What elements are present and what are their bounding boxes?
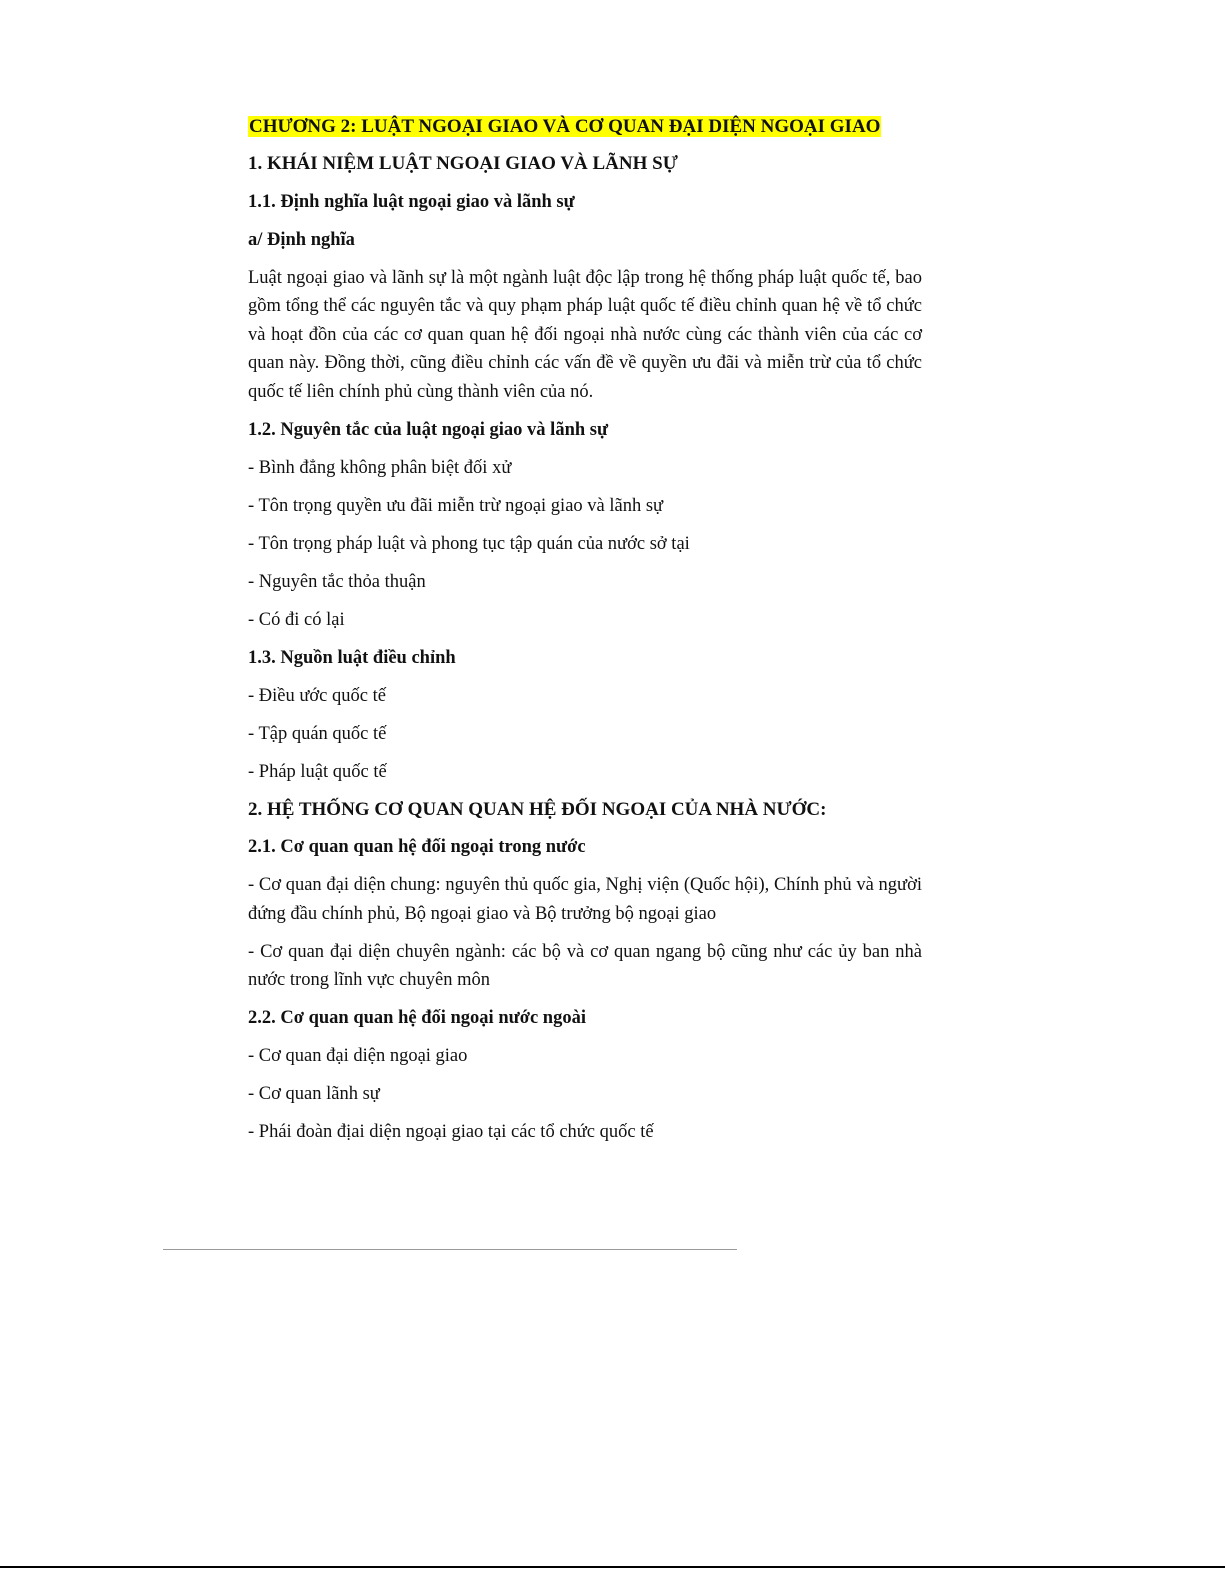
principle-item: - Tôn trọng pháp luật và phong tục tập quán của nước sở tại bbox=[248, 533, 690, 554]
chapter-title-text: CHƯƠNG 2: LUẬT NGOẠI GIAO VÀ CƠ QUAN ĐẠI DIỆN NGOẠI GIAO bbox=[249, 116, 881, 137]
document-page bbox=[248, 113, 922, 1156]
domestic-item: - Cơ quan đại diện chuyên ngành: các bộ và cơ quan ngang bộ cũng như các ủy ban nhà nước trong lĩnh vực chuyên môn bbox=[248, 941, 922, 990]
source-item: - Pháp luật quốc tế bbox=[248, 761, 387, 782]
section-1-1-heading: 1.1. Định nghĩa luật ngoại giao và lãnh sự bbox=[248, 191, 575, 212]
chapter-title bbox=[248, 113, 922, 141]
principle-item: - Có đi có lại bbox=[248, 609, 345, 630]
principle-item: - Tôn trọng quyền ưu đãi miễn trừ ngoại giao và lãnh sự bbox=[248, 495, 664, 516]
domestic-item: - Cơ quan đại diện chung: nguyên thủ quốc gia, Nghị viện (Quốc hội), Chính phủ và người đứng đầu chính phủ, Bộ ngoại giao và Bộ trưởng bộ ngoại giao bbox=[248, 875, 922, 924]
foreign-item: - Cơ quan lãnh sự bbox=[248, 1084, 380, 1104]
source-item: - Điều ước quốc tế bbox=[248, 685, 386, 706]
section-2-heading: 2. HỆ THỐNG CƠ QUAN QUAN HỆ ĐỐI NGOẠI CỦA NHÀ NƯỚC: bbox=[248, 798, 827, 820]
section-1-3-heading: 1.3. Nguồn luật điều chỉnh bbox=[248, 647, 456, 668]
foreign-item: - Phái đoàn địai diện ngoại giao tại các tổ chức quốc tế bbox=[248, 1122, 654, 1142]
section-2-1-heading: 2.1. Cơ quan quan hệ đối ngoại trong nước bbox=[248, 837, 586, 857]
foreign-item: - Cơ quan đại diện ngoại giao bbox=[248, 1046, 468, 1066]
definition-label: a/ Định nghĩa bbox=[248, 229, 355, 250]
definition-paragraph: Luật ngoại giao và lãnh sự là một ngành luật độc lập trong hệ thống pháp luật quốc tế, bao gồm tổng thể các nguyên tắc và quy phạm pháp luật quốc tế điều chỉnh quan hệ về tổ chức và hoạt đồn của các cơ quan quan hệ đối ngoại nhà nước cùng các thành viên của các cơ quan này. Đồng thời, cũng điều chỉnh các vấn đề về quyền ưu đãi và miễn trừ của tổ chức quốc tế liên chính phủ cùng thành viên của nó. bbox=[248, 267, 922, 402]
footer-divider bbox=[163, 1249, 737, 1250]
source-item: - Tập quán quốc tế bbox=[248, 723, 387, 744]
principle-item: - Bình đẳng không phân biệt đối xử bbox=[248, 457, 512, 478]
section-1-2-heading: 1.2. Nguyên tắc của luật ngoại giao và lãnh sự bbox=[248, 419, 609, 440]
page-bottom-border bbox=[0, 1566, 1225, 1568]
section-2-2-heading: 2.2. Cơ quan quan hệ đối ngoại nước ngoài bbox=[248, 1008, 586, 1028]
section-1-heading: 1. KHÁI NIỆM LUẬT NGOẠI GIAO VÀ LÃNH SỰ bbox=[248, 153, 678, 174]
principle-item: - Nguyên tắc thỏa thuận bbox=[248, 571, 426, 592]
